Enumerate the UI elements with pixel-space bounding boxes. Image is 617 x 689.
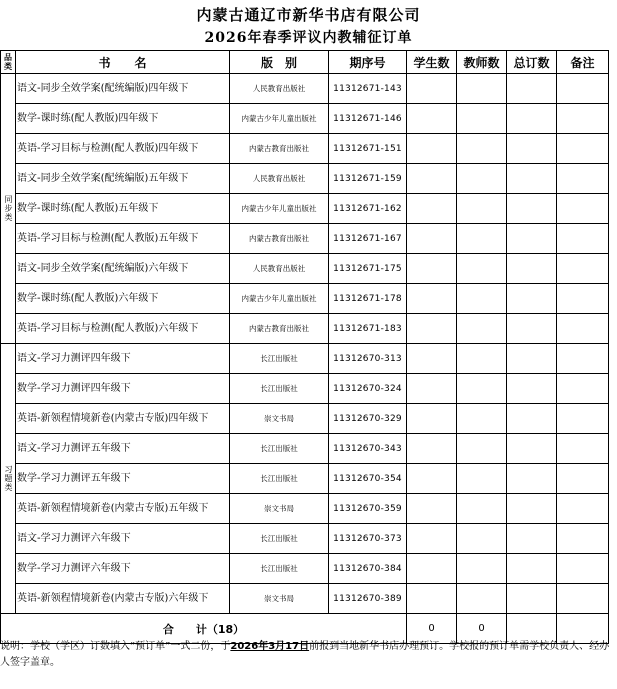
total-cell[interactable] [507,224,557,254]
table-row [1,254,609,284]
students-cell[interactable] [407,344,457,374]
col-publisher: 版 别 [230,51,329,74]
remark-cell[interactable] [557,284,609,314]
publisher: 人民教育出版社 [230,254,329,284]
total-cell[interactable] [507,314,557,344]
remark-cell[interactable] [557,74,609,104]
book-name: 语文-学习力测评四年级下 [16,344,230,374]
header-row [1,51,609,74]
publisher: 崇文书局 [230,584,329,614]
col-remark: 备注 [557,51,609,74]
section-category [1,344,16,614]
teachers-cell[interactable] [457,104,507,134]
book-name: 数学-学习力测评四年级下 [16,374,230,404]
publisher: 长江出版社 [230,344,329,374]
teachers-cell[interactable] [457,374,507,404]
publisher: 内蒙古少年儿童出版社 [230,104,329,134]
students-cell[interactable] [407,224,457,254]
serial-code: 11312670-329 [329,404,407,434]
book-name: 语文-学习力测评六年级下 [16,524,230,554]
book-name: 英语-学习目标与检测(配人教版)四年级下 [16,134,230,164]
total-cell[interactable] [507,584,557,614]
note-deadline: 2026年3月17日 [230,641,310,652]
students-cell[interactable] [407,194,457,224]
book-name: 数学-课时练(配人教版)四年级下 [16,104,230,134]
total-cell[interactable] [507,404,557,434]
book-name: 语文-同步全效学案(配统编版)六年级下 [16,254,230,284]
teachers-cell[interactable] [457,314,507,344]
serial-code: 11312671-175 [329,254,407,284]
remark-cell[interactable] [557,524,609,554]
students-cell[interactable] [407,314,457,344]
table-row [1,134,609,164]
publisher: 内蒙古教育出版社 [230,314,329,344]
publisher: 长江出版社 [230,434,329,464]
publisher: 长江出版社 [230,554,329,584]
book-name: 语文-同步全效学案(配统编版)五年级下 [16,164,230,194]
book-name: 数学-学习力测评五年级下 [16,464,230,494]
teachers-cell[interactable] [457,464,507,494]
note-prefix: 说明：学校（学区）订数填入“预订单”一式二份，于 [0,641,231,652]
total-cell[interactable] [507,134,557,164]
table-row [1,464,609,494]
remark-cell[interactable] [557,554,609,584]
serial-code: 11312670-359 [329,494,407,524]
remark-cell[interactable] [557,314,609,344]
publisher: 内蒙古教育出版社 [230,224,329,254]
table-row [1,104,609,134]
company-title: 内蒙古通辽市新华书店有限公司 [196,6,421,24]
col-category: 品类 [1,51,16,74]
teachers-cell[interactable] [457,554,507,584]
col-total: 总订数 [507,51,557,74]
book-name: 数学-学习力测评六年级下 [16,554,230,584]
serial-code: 11312670-389 [329,584,407,614]
total-cell[interactable] [507,104,557,134]
table-row [1,74,609,104]
col-book: 书 名 [16,51,230,74]
remark-cell[interactable] [557,344,609,374]
table-row [1,224,609,254]
book-name: 英语-学习目标与检测(配人教版)五年级下 [16,224,230,254]
students-cell[interactable] [407,434,457,464]
serial-code: 11312670-324 [329,374,407,404]
book-name: 英语-学习目标与检测(配人教版)六年级下 [16,314,230,344]
remark-cell[interactable] [557,164,609,194]
total-cell[interactable] [507,464,557,494]
students-cell[interactable] [407,494,457,524]
col-teachers: 教师数 [457,51,507,74]
book-name: 语文-同步全效学案(配统编版)四年级下 [16,74,230,104]
students-cell[interactable] [407,374,457,404]
teachers-cell[interactable] [457,224,507,254]
serial-code: 11312670-313 [329,344,407,374]
teachers-cell[interactable] [457,494,507,524]
serial-code: 11312671-146 [329,104,407,134]
publisher: 长江出版社 [230,524,329,554]
col-code: 期序号 [329,51,407,74]
table-row [1,164,609,194]
table-row [1,374,609,404]
remark-cell[interactable] [557,104,609,134]
publisher: 崇文书局 [230,404,329,434]
publisher: 内蒙古教育出版社 [230,134,329,164]
table-row [1,554,609,584]
remark-cell[interactable] [557,374,609,404]
book-name: 英语-新领程情境新卷(内蒙古专版)四年级下 [16,404,230,434]
total-cell[interactable] [507,344,557,374]
serial-code: 11312671-178 [329,284,407,314]
teachers-cell[interactable] [457,434,507,464]
publisher: 内蒙古少年儿童出版社 [230,194,329,224]
section-category-label: 同步类 [4,195,13,222]
total-cell[interactable] [507,254,557,284]
teachers-cell[interactable] [457,134,507,164]
table-row [1,404,609,434]
instructions-note [0,639,610,671]
teachers-cell[interactable] [457,344,507,374]
teachers-cell[interactable] [457,404,507,434]
remark-cell[interactable] [557,494,609,524]
students-cell[interactable] [407,584,457,614]
serial-code: 11312671-143 [329,74,407,104]
students-cell[interactable] [407,164,457,194]
totals-label: 合 计（18） [1,614,407,644]
students-cell[interactable] [407,404,457,434]
students-cell[interactable] [407,74,457,104]
totals-students: 0 [407,614,457,644]
remark-cell[interactable] [557,464,609,494]
serial-code: 11312670-343 [329,434,407,464]
note-suffix: 前报到当地新华书店办理预订。学校报的预订单需学校负责人、经办人签字盖章。 [0,641,610,668]
table-row [1,344,609,374]
serial-code: 11312671-183 [329,314,407,344]
teachers-cell[interactable] [457,194,507,224]
remark-cell[interactable] [557,434,609,464]
remark-cell[interactable] [557,134,609,164]
remark-cell[interactable] [557,404,609,434]
total-cell[interactable] [507,284,557,314]
students-cell[interactable] [407,554,457,584]
teachers-cell[interactable] [457,284,507,314]
teachers-cell[interactable] [457,164,507,194]
publisher: 长江出版社 [230,464,329,494]
table-row [1,584,609,614]
table-row [1,524,609,554]
table-row [1,314,609,344]
students-cell[interactable] [407,524,457,554]
total-cell[interactable] [507,554,557,584]
book-name: 语文-学习力测评五年级下 [16,434,230,464]
publisher: 人民教育出版社 [230,164,329,194]
publisher: 人民教育出版社 [230,74,329,104]
serial-code: 11312671-151 [329,134,407,164]
totals-teachers: 0 [457,614,507,644]
table-row [1,494,609,524]
total-cell[interactable] [507,524,557,554]
table-row [1,284,609,314]
publisher: 崇文书局 [230,494,329,524]
students-cell[interactable] [407,254,457,284]
book-name: 数学-课时练(配人教版)五年级下 [16,194,230,224]
total-cell[interactable] [507,164,557,194]
remark-cell[interactable] [557,224,609,254]
publisher: 内蒙古少年儿童出版社 [230,284,329,314]
students-cell[interactable] [407,134,457,164]
serial-code: 11312670-384 [329,554,407,584]
serial-code: 11312670-354 [329,464,407,494]
teachers-cell[interactable] [457,74,507,104]
total-cell[interactable] [507,74,557,104]
form-title: 2026年春季评议内教辅征订单 [204,30,413,46]
table-row [1,434,609,464]
total-cell[interactable] [507,374,557,404]
section-category-label: 习题类 [4,465,13,492]
serial-code: 11312670-373 [329,524,407,554]
serial-code: 11312671-167 [329,224,407,254]
serial-code: 11312671-159 [329,164,407,194]
book-name: 数学-课时练(配人教版)六年级下 [16,284,230,314]
remark-cell[interactable] [557,584,609,614]
remark-cell[interactable] [557,194,609,224]
book-name: 英语-新领程情境新卷(内蒙古专版)五年级下 [16,494,230,524]
students-cell[interactable] [407,464,457,494]
serial-code: 11312671-162 [329,194,407,224]
publisher: 长江出版社 [230,374,329,404]
total-cell[interactable] [507,494,557,524]
total-cell[interactable] [507,194,557,224]
students-cell[interactable] [407,284,457,314]
book-name: 英语-新领程情境新卷(内蒙古专版)六年级下 [16,584,230,614]
teachers-cell[interactable] [457,254,507,284]
col-students: 学生数 [407,51,457,74]
order-table [0,50,609,644]
teachers-cell[interactable] [457,524,507,554]
remark-cell[interactable] [557,254,609,284]
total-cell[interactable] [507,434,557,464]
section-category [1,74,16,344]
table-row [1,194,609,224]
teachers-cell[interactable] [457,584,507,614]
students-cell[interactable] [407,104,457,134]
